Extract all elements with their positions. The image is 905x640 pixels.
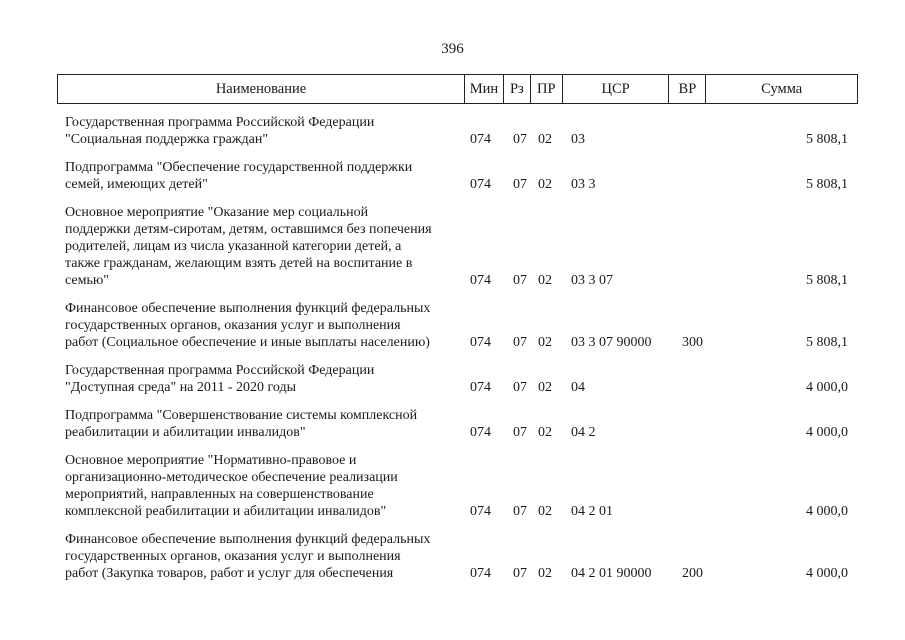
row-csr: 04 2 01 90000 [571,566,652,581]
row-name [57,114,469,148]
row-csr: 04 2 01 [571,504,613,519]
row-sum: 4 000,0 [806,425,848,440]
row-sum: 5 808,1 [806,273,848,288]
row-name [57,407,469,441]
row-min: 074 [470,273,491,288]
row-csr: 03 3 07 [571,273,613,288]
row-name-line: комплексной реабилитации и абилитации инвалидов" [65,504,387,519]
header-name: Наименование [58,75,465,103]
row-name [57,452,469,520]
table-row [57,204,858,289]
row-name-line: "Доступная среда" на 2011 - 2020 годы [65,380,297,395]
row-name-line: Подпрограмма "Совершенствование системы комплексной [65,408,418,423]
row-name-line: также гражданам, желающим взять детей на воспитание в [65,256,413,271]
header-csr: ЦСР [563,75,670,103]
row-sum: 5 808,1 [806,132,848,147]
row-name-line: работ (Социальное обеспечение и иные выплаты населению) [65,335,430,350]
row-pr: 02 [538,335,552,350]
row-rz: 07 [513,425,527,440]
table-row [57,362,858,396]
table-row [57,300,858,351]
row-min: 074 [470,566,491,581]
row-rz: 07 [513,132,527,147]
row-name-line: родителей, лицам из числа указанной категории детей, а [65,239,402,254]
page-number: 396 [441,41,464,57]
row-name-line: семей, имеющих детей" [65,177,208,192]
row-rz: 07 [513,380,527,395]
row-name-line: Финансовое обеспечение выполнения функций федеральных [65,301,431,316]
header-vr: ВР [669,75,706,103]
row-rz: 07 [513,177,527,192]
row-pr: 02 [538,273,552,288]
row-sum: 5 808,1 [806,335,848,350]
row-vr: 300 [682,335,703,350]
row-name [57,531,469,582]
row-vr: 200 [682,566,703,581]
row-pr: 02 [538,380,552,395]
row-rz: 07 [513,273,527,288]
row-sum: 4 000,0 [806,566,848,581]
row-name [57,300,469,351]
table-row [57,407,858,441]
row-name-line: работ (Закупка товаров, работ и услуг для обеспечения [65,566,394,581]
row-sum: 4 000,0 [806,380,848,395]
row-name [57,362,469,396]
table-row [57,159,858,193]
row-rz: 07 [513,566,527,581]
row-name-line: Финансовое обеспечение выполнения функций федеральных [65,532,431,547]
header-min: Мин [465,75,504,103]
row-pr: 02 [538,177,552,192]
table-body [57,114,858,593]
header-pr: ПР [531,75,563,103]
row-name [57,159,469,193]
row-name-line: Государственная программа Российской Федерации [65,115,375,130]
table-row [57,452,858,520]
row-name [57,204,469,289]
row-name-line: мероприятий, направленных на совершенствование [65,487,374,502]
row-pr: 02 [538,504,552,519]
row-name-line: государственных органов, оказания услуг и выполнения [65,318,401,333]
table-header [57,74,858,104]
row-name-line: организационно-методическое обеспечение реализации [65,470,398,485]
table-row [57,531,858,582]
row-min: 074 [470,504,491,519]
row-name-line: Подпрограмма "Обеспечение государственной поддержки [65,160,413,175]
row-csr: 04 2 [571,425,596,440]
row-name-line: Основное мероприятие "Оказание мер социальной [65,205,369,220]
row-csr: 04 [571,380,585,395]
row-pr: 02 [538,566,552,581]
row-name-line: "Социальная поддержка граждан" [65,132,269,147]
row-name-line: государственных органов, оказания услуг и выполнения [65,549,401,564]
row-min: 074 [470,425,491,440]
row-rz: 07 [513,504,527,519]
row-name-line: Государственная программа Российской Федерации [65,363,375,378]
row-sum: 5 808,1 [806,177,848,192]
row-name-line: поддержки детям-сиротам, детям, оставшимся без попечения [65,222,432,237]
row-rz: 07 [513,335,527,350]
row-csr: 03 3 [571,177,596,192]
table-row [57,114,858,148]
row-min: 074 [470,380,491,395]
header-rz: Рз [504,75,531,103]
row-name-line: реабилитации и абилитации инвалидов" [65,425,306,440]
row-min: 074 [470,132,491,147]
row-pr: 02 [538,132,552,147]
row-csr: 03 3 07 90000 [571,335,652,350]
row-name-line: Основное мероприятие "Нормативно-правовое и [65,453,357,468]
row-sum: 4 000,0 [806,504,848,519]
row-csr: 03 [571,132,585,147]
header-sum: Сумма [761,80,803,97]
row-min: 074 [470,177,491,192]
row-name-line: семью" [65,273,110,288]
row-min: 074 [470,335,491,350]
row-pr: 02 [538,425,552,440]
